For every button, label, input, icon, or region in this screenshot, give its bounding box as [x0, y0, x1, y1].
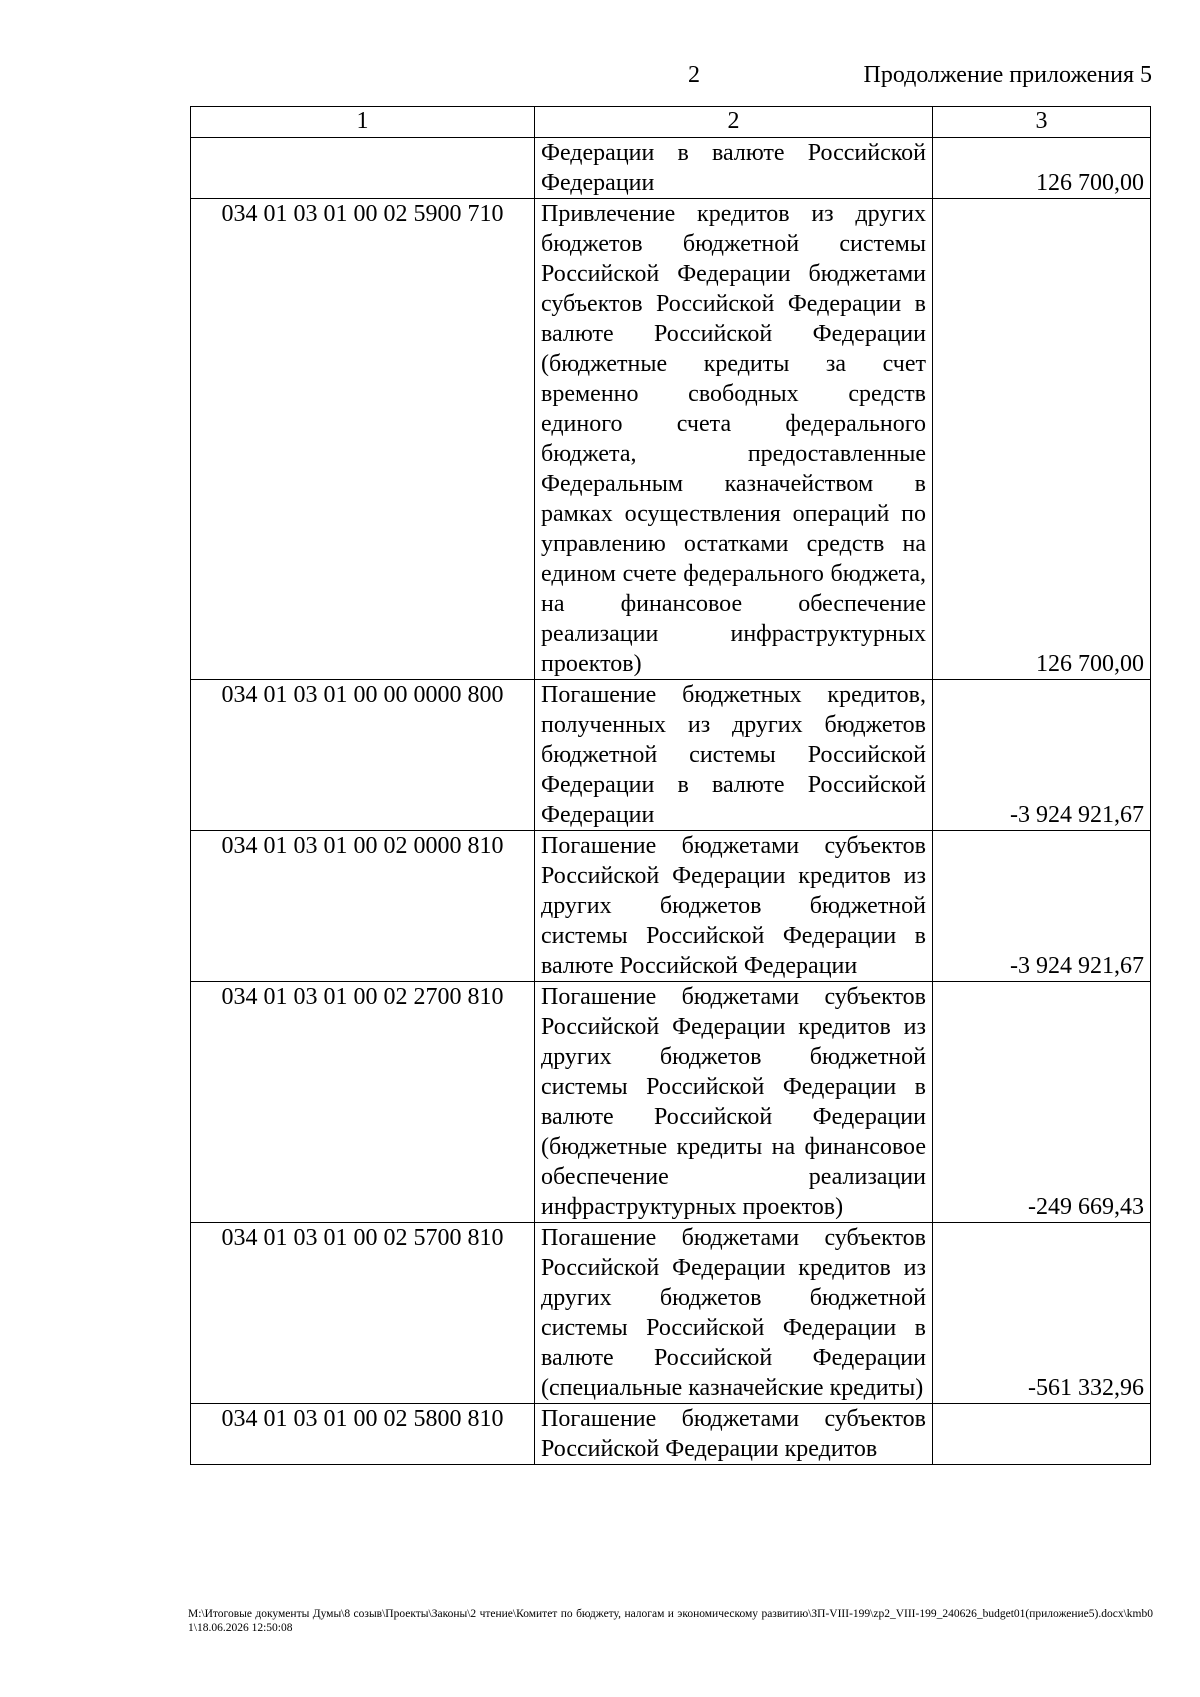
code-cell: 034 01 03 01 00 00 0000 800	[191, 680, 535, 831]
table-row	[191, 199, 1151, 680]
description-cell: Погашение бюджетных кредитов, полученных из других бюджетов бюджетной системы Российской Федерации в валюте Российской Федерации	[535, 680, 933, 831]
code-cell: 034 01 03 01 00 02 5900 710	[191, 199, 535, 680]
file-path-footer: M:\Итоговые документы Думы\8 созыв\Проекты\Законы\2 чтение\Комитет по бюджету, налогам и экономическому развитию\ЗП-VIII-199\zp2_VIII-199_240626_budget01(приложение5).docx\kmb01\18.06.2026 12:50:08	[188, 1608, 1153, 1634]
description-cell: Федерации в валюте Российской Федерации	[535, 138, 933, 199]
description-cell: Погашение бюджетами субъектов Российской Федерации кредитов	[535, 1404, 933, 1465]
amount-cell: -3 924 921,67	[933, 831, 1151, 982]
amount-cell: 126 700,00	[933, 138, 1151, 199]
column-header-1: 1	[191, 107, 535, 138]
table-row	[191, 982, 1151, 1223]
column-header-3: 3	[933, 107, 1151, 138]
code-cell: 034 01 03 01 00 02 5700 810	[191, 1223, 535, 1404]
table-header-row	[191, 107, 1151, 138]
description-cell: Привлечение кредитов из других бюджетов бюджетной системы Российской Федерации бюджетами субъектов Российской Федерации в валюте Российской Федерации (бюджетные кредиты за счет временно свободных средств единого счета федерального бюджета, предоставленные Федеральным казначейством в рамках осуществления операций по управлению остатками средств на едином счете федерального бюджета, на финансовое обеспечение реализации инфраструктурных проектов)	[535, 199, 933, 680]
amount-cell: -3 924 921,67	[933, 680, 1151, 831]
table-row	[191, 138, 1151, 199]
column-header-2: 2	[535, 107, 933, 138]
amount-cell: -249 669,43	[933, 982, 1151, 1223]
code-cell: 034 01 03 01 00 02 0000 810	[191, 831, 535, 982]
code-cell: 034 01 03 01 00 02 5800 810	[191, 1404, 535, 1465]
description-cell: Погашение бюджетами субъектов Российской Федерации кредитов из других бюджетов бюджетной системы Российской Федерации в валюте Российской Федерации	[535, 831, 933, 982]
page-number: 2	[688, 62, 700, 88]
table-row	[191, 1223, 1151, 1404]
table-row	[191, 1404, 1151, 1465]
continuation-heading: Продолжение приложения 5	[863, 62, 1152, 88]
table-row	[191, 680, 1151, 831]
amount-cell: -561 332,96	[933, 1223, 1151, 1404]
amount-cell	[933, 1404, 1151, 1465]
table-row	[191, 831, 1151, 982]
description-cell: Погашение бюджетами субъектов Российской Федерации кредитов из других бюджетов бюджетной системы Российской Федерации в валюте Российской Федерации (специальные казначейские кредиты)	[535, 1223, 933, 1404]
description-cell: Погашение бюджетами субъектов Российской Федерации кредитов из других бюджетов бюджетной системы Российской Федерации в валюте Российской Федерации (бюджетные кредиты на финансовое обеспечение реализации инфраструктурных проектов)	[535, 982, 933, 1223]
code-cell	[191, 138, 535, 199]
code-cell: 034 01 03 01 00 02 2700 810	[191, 982, 535, 1223]
amount-cell: 126 700,00	[933, 199, 1151, 680]
budget-table	[190, 106, 1151, 1465]
